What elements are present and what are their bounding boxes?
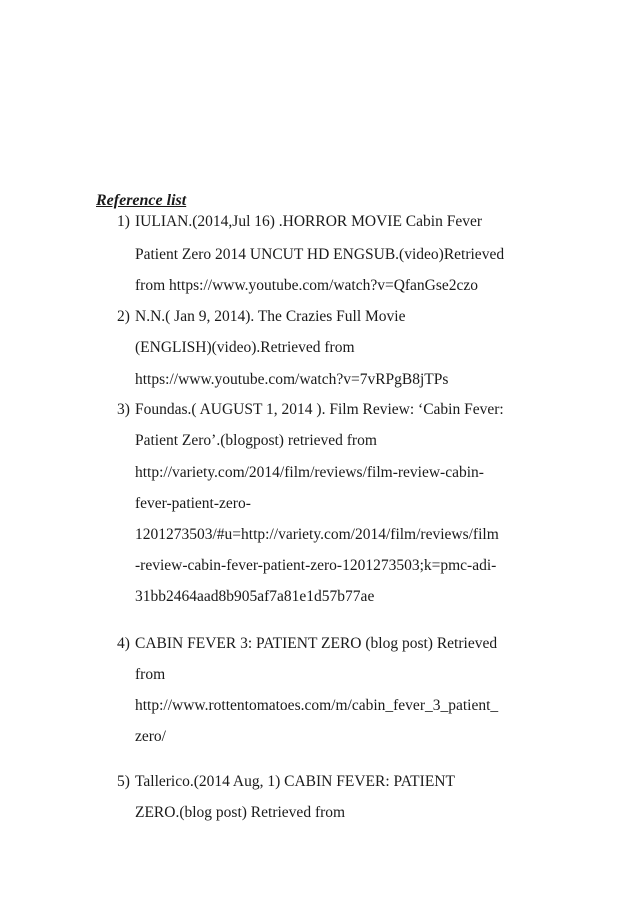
reference-line: 1201273503/#u=http://variety.com/2014/film/reviews/film <box>135 526 499 543</box>
reference-line: N.N.( Jan 9, 2014). The Crazies Full Movie <box>135 308 406 325</box>
reference-line: from https://www.youtube.com/watch?v=QfanGse2czo <box>135 277 479 294</box>
reference-line: Foundas.( AUGUST 1, 2014 ). Film Review: ‘Cabin Fever: <box>135 401 504 418</box>
reference-line: CABIN FEVER 3: PATIENT ZERO (blog post) Retrieved <box>135 635 498 652</box>
reference-line: Tallerico.(2014 Aug, 1) CABIN FEVER: PATIENT <box>135 773 455 790</box>
reference-number: 5) <box>117 773 130 790</box>
reference-line: Patient Zero 2014 UNCUT HD ENGSUB.(video)Retrieved <box>135 246 505 263</box>
reference-line: fever-patient-zero- <box>135 495 251 512</box>
reference-line: IULIAN.(2014,Jul 16) .HORROR MOVIE Cabin Fever <box>135 213 482 230</box>
reference-number: 4) <box>117 635 130 652</box>
reference-line: zero/ <box>135 728 166 745</box>
reference-line: ZERO.(blog post) Retrieved from <box>135 804 346 821</box>
reference-line: from <box>135 666 166 683</box>
reference-number: 3) <box>117 401 130 418</box>
reference-line: 31bb2464aad8b905af7a81e1d57b77ae <box>135 588 375 605</box>
reference-list-heading: Reference list <box>96 192 187 209</box>
reference-line: Patient Zero’.(blogpost) retrieved from <box>135 432 377 449</box>
reference-line: http://variety.com/2014/film/reviews/film-review-cabin- <box>135 464 484 481</box>
reference-number: 2) <box>117 308 130 325</box>
reference-line: http://www.rottentomatoes.com/m/cabin_fever_3_patient_ <box>135 697 499 714</box>
reference-line: (ENGLISH)(video).Retrieved from <box>135 339 355 356</box>
reference-line: -review-cabin-fever-patient-zero-1201273503;k=pmc-adi- <box>135 557 497 574</box>
reference-line: https://www.youtube.com/watch?v=7vRPgB8jTPs <box>135 371 449 388</box>
reference-number: 1) <box>117 213 130 230</box>
